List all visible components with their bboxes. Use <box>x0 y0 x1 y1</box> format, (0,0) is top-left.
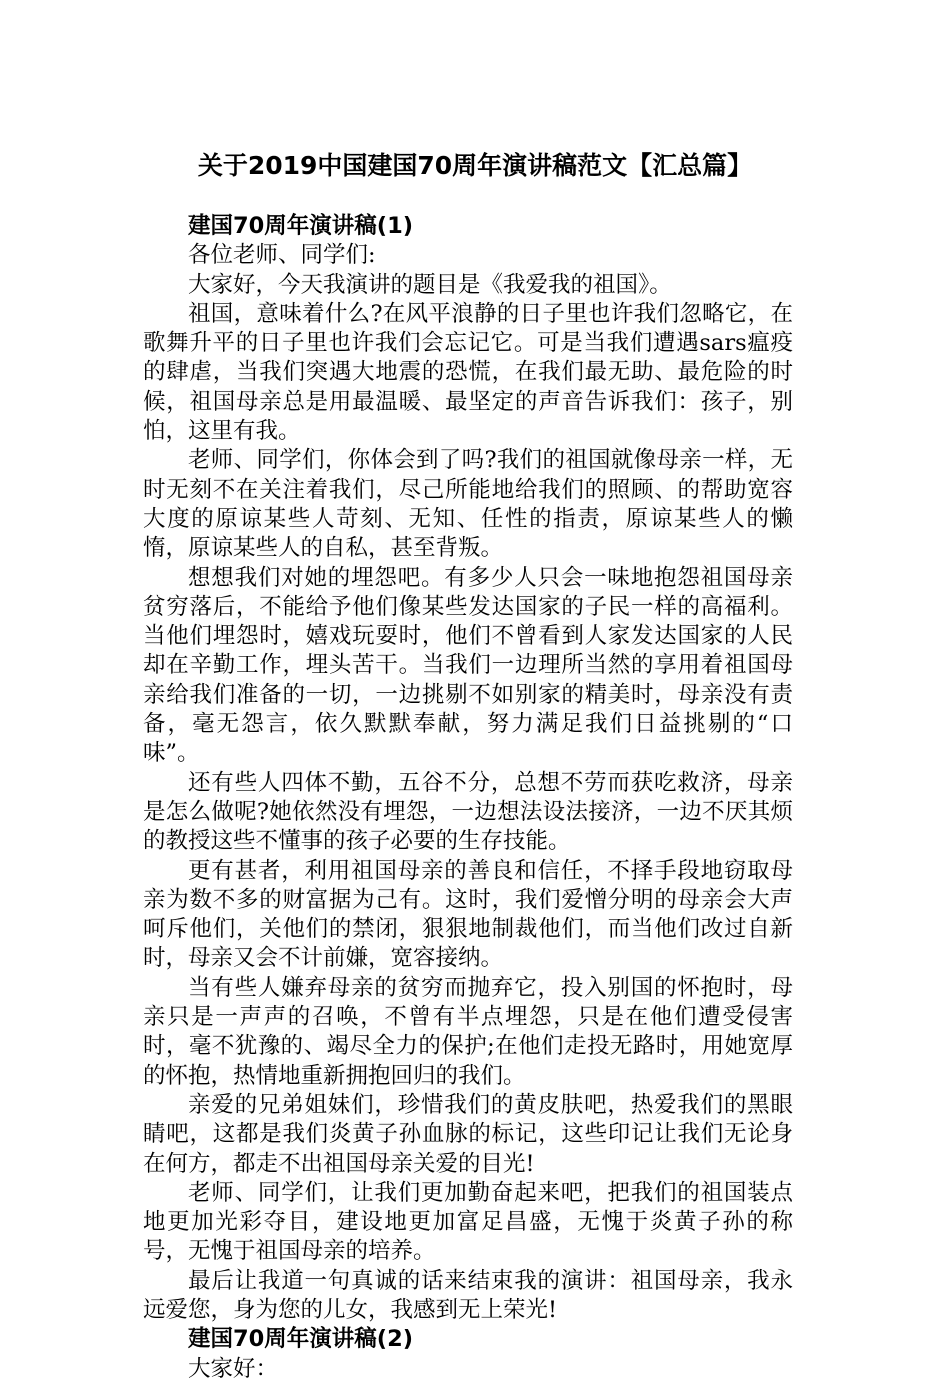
document-body <box>143 212 793 1384</box>
paragraph: 老师、同学们，你体会到了吗?我们的祖国就像母亲一样，无时无刻不在关注着我们，尽己所能地给我们的照顾、的帮助宽容大度的原谅某些人苛刻、无知、任性的指责，原谅某些人的懒惰，原谅某些人的自私，甚至背叛。 <box>143 447 793 562</box>
section-heading: 建国70周年演讲稿(2) <box>188 1326 414 1353</box>
paragraph: 想想我们对她的埋怨吧。有多少人只会一味地抱怨祖国母亲贫穷落后，不能给予他们像某些发达国家的子民一样的高福利。当他们埋怨时，嬉戏玩耍时，他们不曾看到人家发达国家的人民却在辛勤工作，埋头苦干。当我们一边理所当然的享用着祖国母亲给我们准备的一切，一边挑剔不如别家的精美时，母亲没有责备，毫无怨言，依久默默奉献，努力满足我们日益挑剔的“口味”。 <box>143 564 793 767</box>
document-title: 关于2019中国建国70周年演讲稿范文【汇总篇】 <box>197 151 753 180</box>
paragraph: 大家好，今天我演讲的题目是《我爱我的祖国》。 <box>188 271 672 298</box>
paragraph: 亲爱的兄弟姐妹们，珍惜我们的黄皮肤吧，热爱我们的黑眼睛吧，这都是我们炎黄子孙血脉的标记，这些印记让我们无论身在何方，都走不出祖国母亲关爱的目光! <box>143 1091 793 1177</box>
paragraph: 各位老师、同学们: <box>188 242 376 269</box>
paragraph: 还有些人四体不勤，五谷不分，总想不劳而获吃救济，母亲是怎么做呢?她依然没有埋怨，一边想法设法接济，一边不厌其烦的教授这些不懂事的孩子必要的生存技能。 <box>143 769 793 855</box>
paragraph: 祖国，意味着什么?在风平浪静的日子里也许我们忽略它，在歌舞升平的日子里也许我们会忘记它。可是当我们遭遇sars瘟疫的肆虐，当我们突遇大地震的恐慌，在我们最无助、最危险的时候，祖国母亲总是用最温暖、最坚定的声音告诉我们：孩子，别怕，这里有我。 <box>143 300 793 445</box>
paragraph: 当有些人嫌弃母亲的贫穷而抛弃它，投入别国的怀抱时，母亲只是一声声的召唤，不曾有半点埋怨，只是在他们遭受侵害时，毫不犹豫的、竭尽全力的保护;在他们走投无路时，用她宽厚的怀抱，热情地重新拥抱回归的我们。 <box>143 974 793 1089</box>
paragraph: 老师、同学们，让我们更加勤奋起来吧，把我们的祖国装点地更加光彩夺目，建设地更加富足昌盛，无愧于炎黄子孙的称号，无愧于祖国母亲的培养。 <box>143 1179 793 1265</box>
paragraph: 最后让我道一句真诚的话来结束我的演讲：祖国母亲，我永远爱您，身为您的儿女，我感到无上荣光! <box>143 1267 793 1323</box>
paragraph: 大家好： <box>188 1355 279 1382</box>
section-heading: 建国70周年演讲稿(1) <box>188 213 414 239</box>
paragraph: 更有甚者，利用祖国母亲的善良和信任，不择手段地窃取母亲为数不多的财富据为己有。这时，我们爱憎分明的母亲会大声呵斥他们，关他们的禁闭，狠狠地制裁他们，而当他们改过自新时，母亲又会不计前嫌，宽容接纳。 <box>143 857 793 972</box>
